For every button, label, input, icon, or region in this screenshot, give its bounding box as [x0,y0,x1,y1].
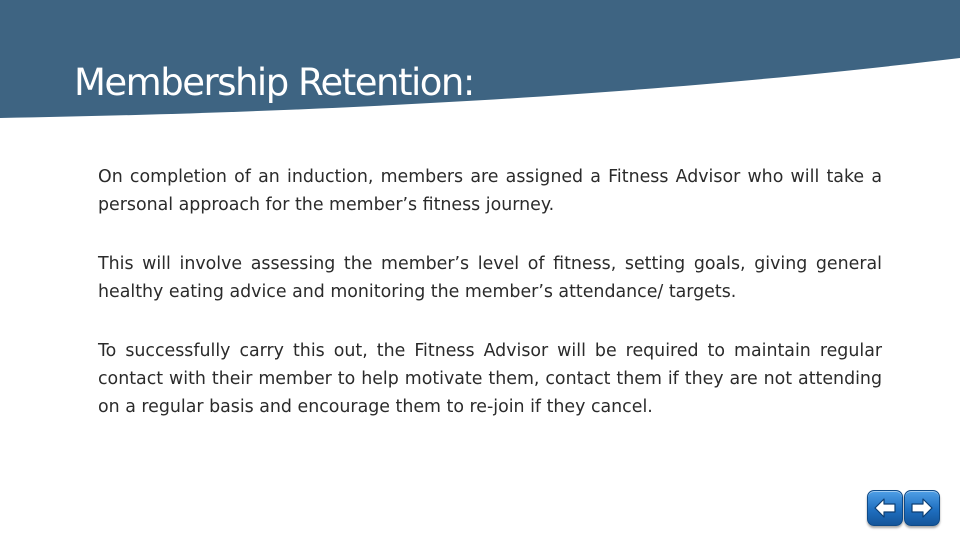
slide-navigation [867,490,941,526]
next-slide-button[interactable] [904,490,940,526]
slide-title: Membership Retention: [74,61,474,104]
paragraph-assessment: This will involve assessing the member’s level of fitness, setting goals, giving general healthy eating advice and monitoring the member’s attendance/ targets. [98,254,882,302]
left-arrow-icon [872,495,898,521]
paragraph-induction: On completion of an induction, members are assigned a Fitness Advisor who will take a personal approach for the member’s fitness journey. [98,167,882,215]
previous-slide-button[interactable] [867,490,903,526]
body-text [98,163,882,452]
right-arrow-icon [909,495,935,521]
paragraph-contact: To successfully carry this out, the Fitness Advisor will be required to maintain regular contact with their member to help motivate them, contact them if they are not attending on a regular basis and encourage them to re-join if they cancel. [98,341,882,417]
